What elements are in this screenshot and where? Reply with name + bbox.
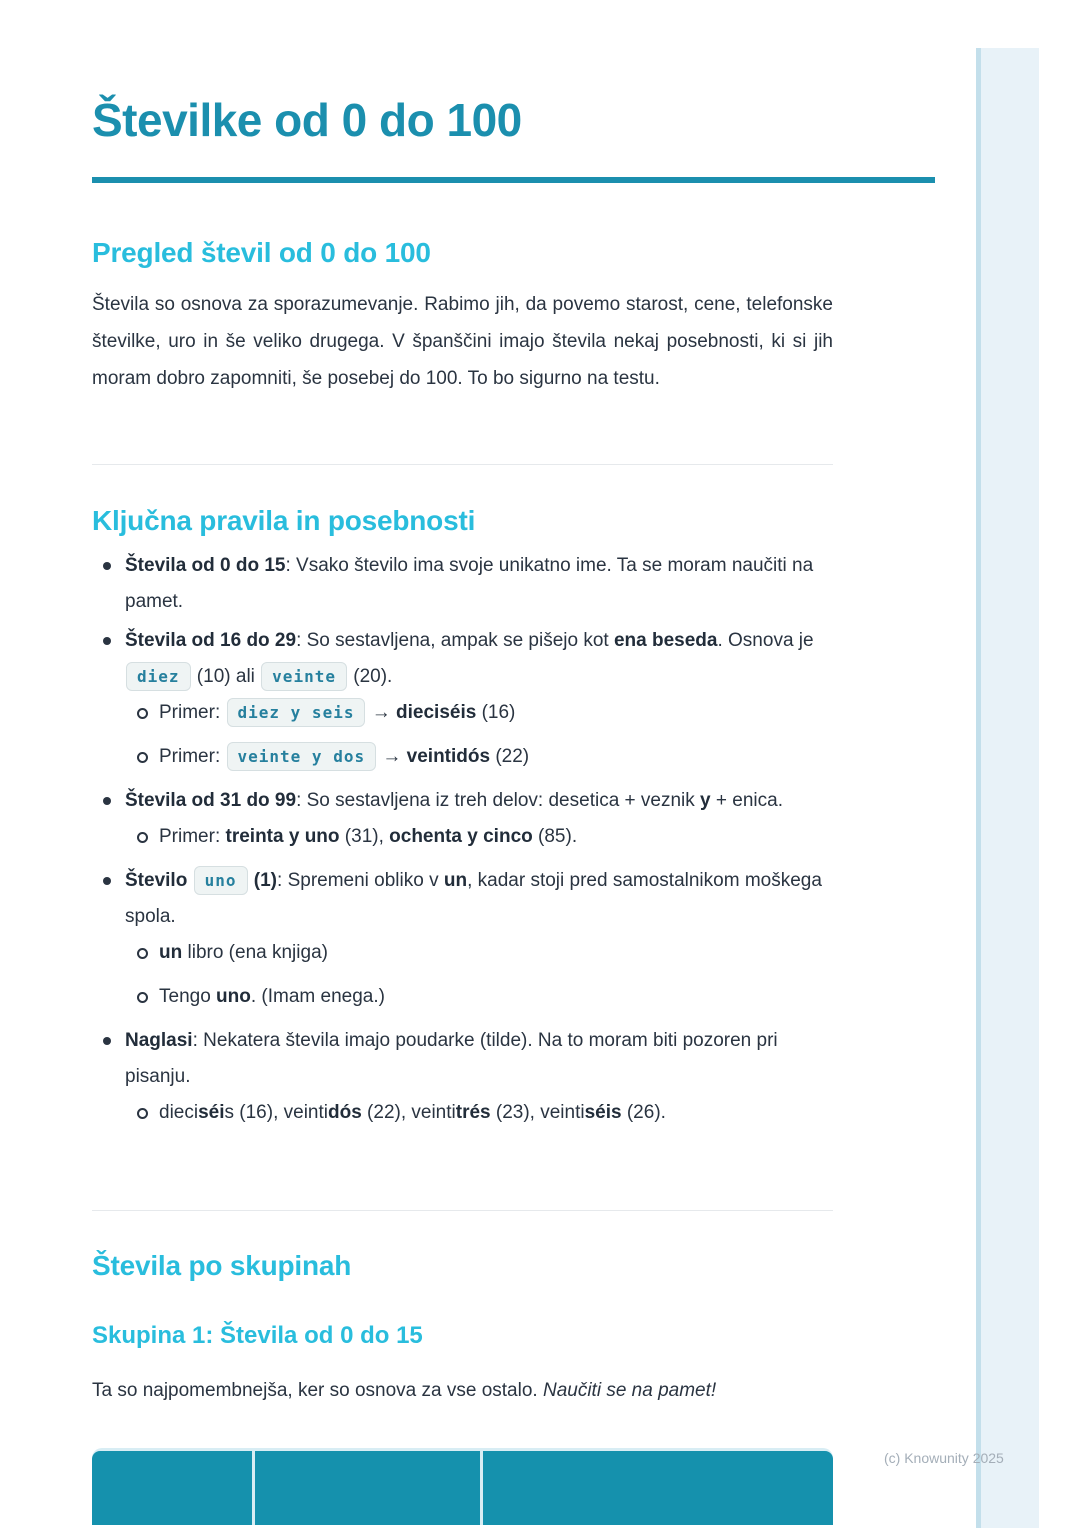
page-edge-stripe — [976, 48, 1039, 1528]
list-item-text — [125, 555, 813, 612]
table-header-cell — [483, 1451, 833, 1525]
bold-text: veintidós — [406, 746, 491, 767]
section-heading-overview: Pregled števil od 0 do 100 — [92, 237, 431, 268]
text-run: : So sestavljena, ampak se pišejo kot — [296, 630, 614, 651]
text-run: Primer: — [159, 826, 226, 847]
bold-text: Število — [125, 870, 188, 891]
text-run: (22), veinti — [361, 1102, 456, 1123]
bold-text: (1) — [253, 870, 278, 891]
text-run: : Nekatera števila imajo poudarke (tilde). Na to moram biti pozoren pri pisanju. — [125, 1030, 778, 1087]
sub-list-item-text — [159, 826, 577, 847]
bold-text: Števila od 31 do 99 — [125, 790, 297, 811]
group1-intro — [92, 1372, 833, 1409]
bullet-marker — [103, 797, 111, 805]
text-run: Primer: — [159, 746, 226, 767]
list-item-text — [125, 870, 822, 927]
text-run: : So sestavljena iz treh delov: desetica + veznik — [296, 790, 701, 811]
sub-list — [125, 1095, 833, 1131]
text-run: , kadar stoji pred samostalnikom moškega spola. — [125, 870, 822, 927]
text-run: (31), — [339, 826, 390, 847]
circle-bullet-marker — [137, 708, 148, 719]
text-run: s (16), veinti — [224, 1102, 328, 1123]
list-item-text — [125, 630, 814, 687]
text-run: + enica. — [710, 790, 783, 811]
section-divider — [92, 1210, 833, 1211]
table-header-cell — [92, 1451, 252, 1525]
bold-text: un — [159, 942, 183, 963]
bold-text: trés — [455, 1102, 491, 1123]
sub-list-item-text — [159, 702, 515, 723]
bold-text: uno — [216, 986, 251, 1007]
bold-text: ochenta y cinco — [389, 826, 533, 847]
text-run: (26). — [621, 1102, 666, 1123]
text-run: : Vsako število ima svoje unikatno ime. Ta se moram naučiti na pamet. — [125, 555, 814, 612]
bullet-marker — [103, 637, 111, 645]
sub-list-item — [125, 819, 833, 855]
sub-list — [125, 935, 833, 1015]
bold-text: dieciséis — [396, 702, 477, 723]
overview-paragraph: Števila so osnova za sporazumevanje. Rabimo jih, da povemo starost, cene, telefonske številke, uro in še veliko drugega. V španščini imajo števila nekaj posebnosti, ki si jih moram dobro zapomniti, še posebej do 100. To bo sigurno na testu. — [92, 294, 833, 389]
sub-list-item — [125, 695, 833, 731]
list-item-text — [125, 1030, 778, 1087]
circle-bullet-marker — [137, 752, 148, 763]
bold-text: séis — [584, 1102, 622, 1123]
bold-text: Števila od 0 do 15 — [125, 555, 286, 576]
text-run: (16) — [476, 702, 516, 723]
bold-text: y — [700, 790, 711, 811]
list-item — [92, 783, 833, 855]
sub-list-item — [125, 979, 833, 1015]
sub-list-item-text — [159, 746, 529, 767]
bold-text: Števila od 16 do 29 — [125, 630, 297, 651]
bold-text: treinta y uno — [225, 826, 340, 847]
text-run: (22) — [490, 746, 530, 767]
bold-text: Naglasi — [125, 1030, 193, 1051]
circle-bullet-marker — [137, 992, 148, 1003]
text-run: Tengo — [159, 986, 217, 1007]
bold-text: ena beseda — [613, 630, 718, 651]
sub-list-item-text — [159, 1102, 666, 1123]
text-run: . (Imam enega.) — [250, 986, 385, 1007]
list-item — [92, 1023, 833, 1131]
bold-text: un — [443, 870, 468, 891]
table-header-row — [92, 1451, 833, 1525]
numbers-table-header — [92, 1448, 833, 1525]
bullet-marker — [103, 1037, 111, 1045]
text-run: Primer: — [159, 702, 226, 723]
inline-code: uno — [194, 866, 248, 895]
sub-list — [125, 819, 833, 855]
sub-list-item — [125, 935, 833, 971]
list-item — [92, 863, 833, 1015]
text-run: → — [377, 746, 407, 767]
title-underline-rule — [92, 177, 935, 183]
bold-text: séi — [198, 1102, 225, 1123]
circle-bullet-marker — [137, 832, 148, 843]
inline-code: diez y seis — [227, 698, 366, 727]
sub-list-item — [125, 1095, 833, 1131]
list-item — [92, 548, 833, 620]
list-item-text — [125, 790, 783, 811]
circle-bullet-marker — [137, 1108, 148, 1119]
text-run: (23), veinti — [490, 1102, 585, 1123]
bullet-marker — [103, 562, 111, 570]
inline-code: diez — [126, 662, 191, 691]
bullet-marker — [103, 877, 111, 885]
inline-code: veinte y dos — [227, 742, 377, 771]
page-title: Številke od 0 do 100 — [92, 94, 522, 146]
text-run: . Osnova je — [717, 630, 814, 651]
copyright-note: (c) Knowunity 2025 — [884, 1450, 1004, 1466]
text-run: (20). — [347, 666, 393, 687]
text-run: → — [366, 702, 397, 723]
sub-list — [125, 695, 833, 775]
bold-text: dós — [327, 1102, 362, 1123]
text-run: (10) ali — [191, 666, 261, 687]
section-divider — [92, 464, 833, 465]
inline-code: veinte — [261, 662, 347, 691]
list-item — [92, 623, 833, 775]
rules-list — [92, 548, 833, 1139]
circle-bullet-marker — [137, 948, 148, 959]
text-run — [187, 870, 192, 891]
table-header-cell — [255, 1451, 480, 1525]
section-heading-groups: Števila po skupinah — [92, 1250, 352, 1281]
sub-list-item-text — [159, 986, 385, 1007]
subsection-heading-group1: Skupina 1: Števila od 0 do 15 — [92, 1322, 423, 1349]
section-heading-rules: Ključna pravila in posebnosti — [92, 505, 476, 536]
text-run: dieci — [159, 1102, 199, 1123]
text-run: Ta so najpomembnejša, ker so osnova za vse ostalo. — [92, 1380, 543, 1401]
sub-list-item-text — [159, 942, 328, 963]
text-run: (85). — [532, 826, 578, 847]
text-run: : Spremeni obliko v — [277, 870, 444, 891]
text-run: libro (ena knjiga) — [182, 942, 328, 963]
italic-text: Naučiti se na pamet! — [542, 1380, 717, 1401]
sub-list-item — [125, 739, 833, 775]
